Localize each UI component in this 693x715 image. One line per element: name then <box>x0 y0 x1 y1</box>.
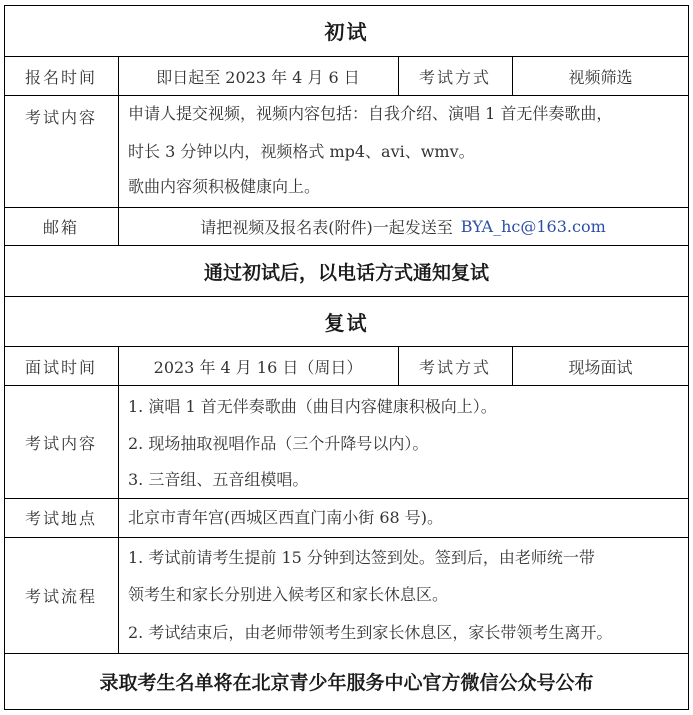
process-line: 领考生和家长分别进入候考区和家长休息区。 <box>128 585 449 604</box>
exam-process-label: 考试流程 <box>24 587 97 606</box>
notice-banner: 通过初试后，以电话方式通知复试 <box>203 261 489 284</box>
registration-time-label: 报名时间 <box>24 67 97 87</box>
interview-time-value: 2023 年 4 月 16 日（周日） <box>153 357 363 377</box>
process-line: 2. 考试结束后，由老师带领考生到家长休息区，家长带领考生离开。 <box>128 623 613 642</box>
exam-location-label: 考试地点 <box>24 509 97 528</box>
exam-method-label: 考试方式 <box>418 357 491 377</box>
second-round-title: 复试 <box>324 310 369 335</box>
content-line: 3. 三音组、五音组模唱。 <box>128 470 309 489</box>
exam-method-value: 现场面试 <box>568 357 633 377</box>
registration-time-value: 即日起至 2023 年 4 月 6 日 <box>156 67 360 87</box>
email-address-link[interactable]: BYA_hc@163.com <box>460 217 606 236</box>
email-instruction-text: 请把视频及报名表(附件)一起发送至 <box>200 218 453 237</box>
exam-method-value: 视频筛选 <box>568 67 633 87</box>
exam-content-label: 考试内容 <box>24 107 97 127</box>
exam-method-label: 考试方式 <box>418 67 491 87</box>
content-line: 歌曲内容须积极健康向上。 <box>128 177 321 196</box>
email-instruction <box>118 207 688 246</box>
exam-location-value: 北京市青年宫(西城区西直门南小街 68 号)。 <box>128 508 444 527</box>
content-line: 1. 演唱 1 首无伴奏歌曲（曲目内容健康积极向上）。 <box>128 397 497 416</box>
footer-banner: 录取考生名单将在北京青少年服务中心官方微信公众号公布 <box>99 672 594 694</box>
content-line: 时长 3 分钟以内，视频格式 mp4、avi、wmv。 <box>128 142 475 161</box>
table-border-bottom <box>4 709 689 710</box>
exam-content-label: 考试内容 <box>24 434 97 453</box>
content-line: 申请人提交视频，视频内容包括：自我介绍、演唱 1 首无伴奏歌曲， <box>128 104 613 123</box>
first-round-title: 初试 <box>324 20 369 44</box>
column-divider <box>118 346 119 654</box>
interview-time-label: 面试时间 <box>24 357 97 377</box>
email-label: 邮箱 <box>42 218 79 237</box>
process-line: 1. 考试前请考生提前 15 分钟到达签到处。签到后，由老师统一带 <box>128 548 595 567</box>
content-line: 2. 现场抽取视唱作品（三个升降号以内）。 <box>128 434 429 453</box>
